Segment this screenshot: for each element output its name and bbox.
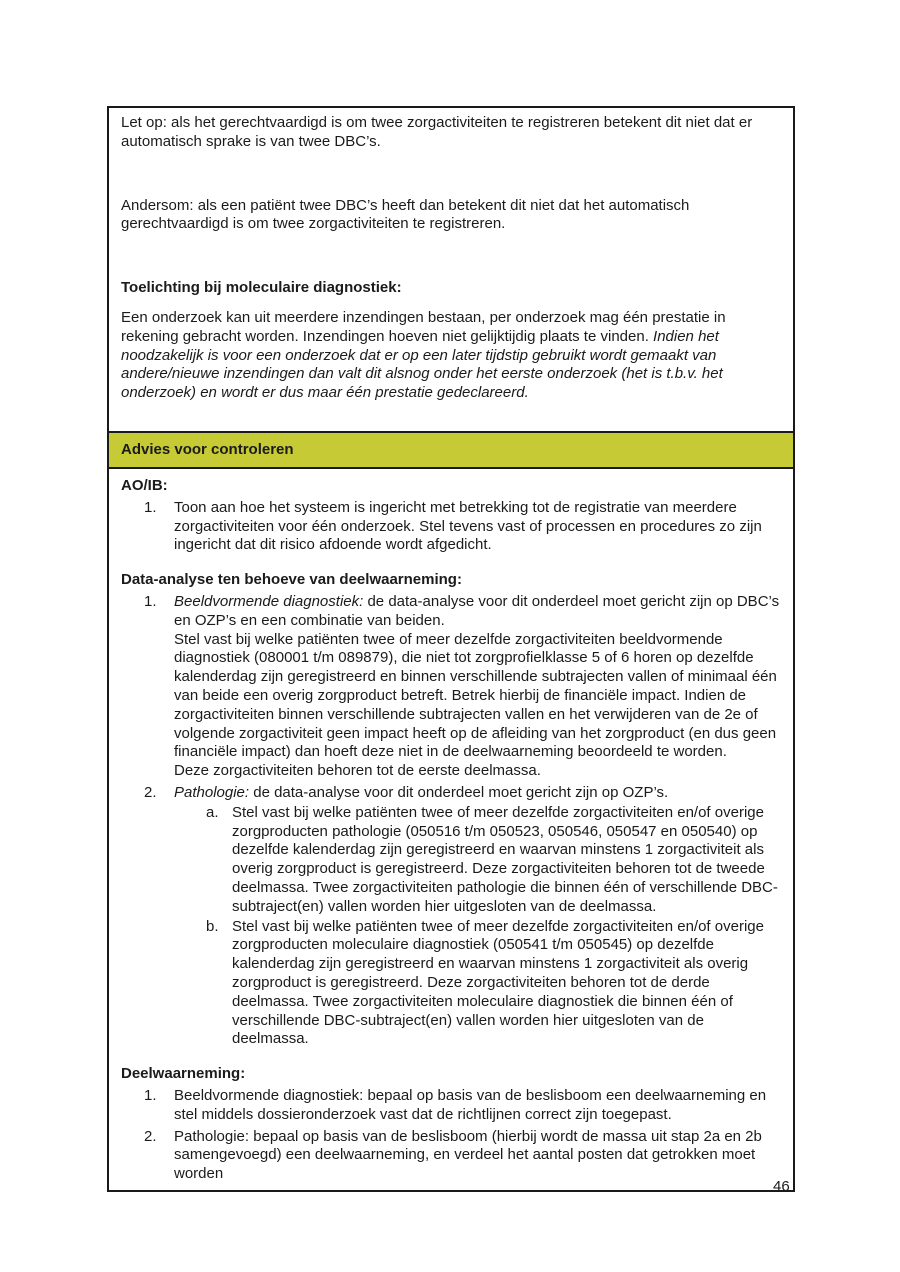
sub-list-item-text: Stel vast bij welke patiënten twee of meer dezelfde zorgactiviteiten en/of overige zorgproducten moleculaire diagnostiek (050541 t/m 050545) op dezelfde kalenderdag zijn geregistreerd en waarvan minstens 1 zorgactiviteit als overig zorgproduct is geregistreerd. Deze zorgactiviteiten behoren tot de derde deelmassa. Twee zorgactiviteiten moleculaire diagnostiek die binnen één of verschillende DBC-subtraject(en) vallen worden hier uitgesloten van de deelmassa.	[232, 917, 764, 1048]
list-item-deelwaarneming-2	[121, 1128, 783, 1184]
advice-header-label: Advies voor controleren	[121, 440, 294, 458]
paragraph-andersom: Andersom: als een patiënt twee DBC’s heeft dan betekent dit niet dat het automatisch gerechtvaardigd is om twee zorgactiviteiten te registreren.	[121, 196, 690, 233]
list-item-text: Pathologie: bepaal op basis van de beslisboom (hierbij wordt de massa uit stap 2a en 2b samengevoegd) een deelwaarneming, en verdeel het aantal posten dat getrokken moet worden	[174, 1127, 762, 1183]
sub-list-item-text: Stel vast bij welke patiënten twee of meer dezelfde zorgactiviteiten en/of overige zorgproducten pathologie (050516 t/m 050523, 050546, 050547 en 050540) op dezelfde kalenderdag zijn geregistreerd en waarvan minstens 1 zorgactiviteit als overig zorgproduct is geregistreerd. Deze zorgactiviteiten behoren tot de tweede deelmassa. Twee zorgactiviteiten pathologie die binnen één of verschillende DBC-subtraject(en) vallen worden hier uitgesloten van de deelmassa.	[232, 803, 778, 915]
list-item-data-analyse-2	[121, 784, 783, 1049]
text-run-italic: Beeldvormende diagnostiek:	[174, 592, 364, 610]
page-number: 46	[773, 1178, 790, 1195]
intro-section	[109, 108, 793, 431]
heading-aoib: AO/IB:	[121, 477, 168, 494]
lead-line	[174, 593, 783, 631]
content-table	[107, 106, 795, 1192]
text-run-normal: de data-analyse voor dit onderdeel moet gericht zijn op OZP’s.	[249, 783, 669, 801]
heading-toelichting: Toelichting bij moleculaire diagnostiek:	[121, 279, 402, 297]
list-item-data-analyse-1	[121, 593, 783, 781]
lead-line	[174, 784, 783, 803]
list-marker: 1.	[144, 1086, 157, 1104]
paragraph-onderzoek	[121, 309, 783, 403]
paragraph-let-op: Let op: als het gerechtvaardigd is om twee zorgactiviteiten te registreren betekent dit niet dat er automatisch sprake is van twee DBC’s.	[121, 114, 753, 150]
list-item-body	[174, 784, 783, 1049]
heading-data-analyse: Data-analyse ten behoeve van deelwaarneming:	[121, 571, 462, 589]
list-item-body	[174, 593, 783, 781]
list-marker: a.	[206, 803, 219, 821]
list-item-aoib-1	[121, 499, 783, 555]
list-marker: 1.	[144, 498, 157, 516]
text-run-normal: de data-analyse voor dit onderdeel moet gericht zijn op DBC’s en OZP’s en een combinatie van beiden.	[174, 592, 780, 629]
list-marker: b.	[206, 917, 219, 935]
text-run-italic: Pathologie:	[174, 783, 250, 801]
sub-list-item-b	[174, 918, 783, 1050]
list-item-text: Beeldvormende diagnostiek: bepaal op basis van de beslisboom een deelwaarneming en stel middels dossieronderzoek vast dat de richtlijnen correct zijn toegepast.	[174, 1086, 767, 1123]
sub-list-item-a	[174, 804, 783, 917]
paragraph-stel-vast-bd: Stel vast bij welke patiënten twee of meer dezelfde zorgactiviteiten beeldvormende diagnostiek (080001 t/m 089879), die niet tot zorgprofielklasse 5 of 6 horen op dezelfde kalenderdag zijn geregistreerd en binnen verschillende subtrajecten vallen of minimaal één van beide een overig zorgproduct betreft. Betrek hierbij de financiële impact. Indien de zorgactiviteiten binnen verschillende subtrajecten vallen en het verwijderen van de 2e of volgende zorgactiviteit geen impact heeft op de afleiding van het zorgproduct (en dus geen financiële impact) dan hoeft deze niet in de deelwaarneming beoordeeld te worden.	[174, 630, 777, 761]
advice-header-bar	[109, 431, 793, 469]
list-marker: 1.	[144, 592, 157, 610]
heading-deelwaarneming: Deelwaarneming:	[121, 1065, 246, 1083]
list-item-text: Toon aan hoe het systeem is ingericht met betrekking tot de registratie van meerdere zorgactiviteiten voor één onderzoek. Stel tevens vast of processen en procedures zo zijn ingericht dat dit risico afdoende wordt afgedicht.	[174, 498, 762, 554]
text-run-italic: Indien het noodzakelijk is voor een onderzoek dat er op een later tijdstip gebruikt wordt gemaakt van andere/nieuwe inzendingen dan valt dit alsnog onder het eerste onderzoek (het is t.b.v. het onderzoek) en wordt er dus maar één prestatie gedeclareerd.	[121, 327, 723, 402]
list-marker: 2.	[144, 783, 157, 801]
list-marker: 2.	[144, 1127, 157, 1145]
paragraph-eerste-deelmassa: Deze zorgactiviteiten behoren tot de eerste deelmassa.	[174, 762, 541, 780]
advice-body-section	[109, 469, 793, 1190]
text-run-normal: Een onderzoek kan uit meerdere inzendingen bestaan, per onderzoek mag één prestatie in rekening gebracht worden. Inzendingen hoeven niet gelijktijdig plaats te vinden.	[121, 308, 726, 345]
list-item-deelwaarneming-1	[121, 1087, 783, 1125]
